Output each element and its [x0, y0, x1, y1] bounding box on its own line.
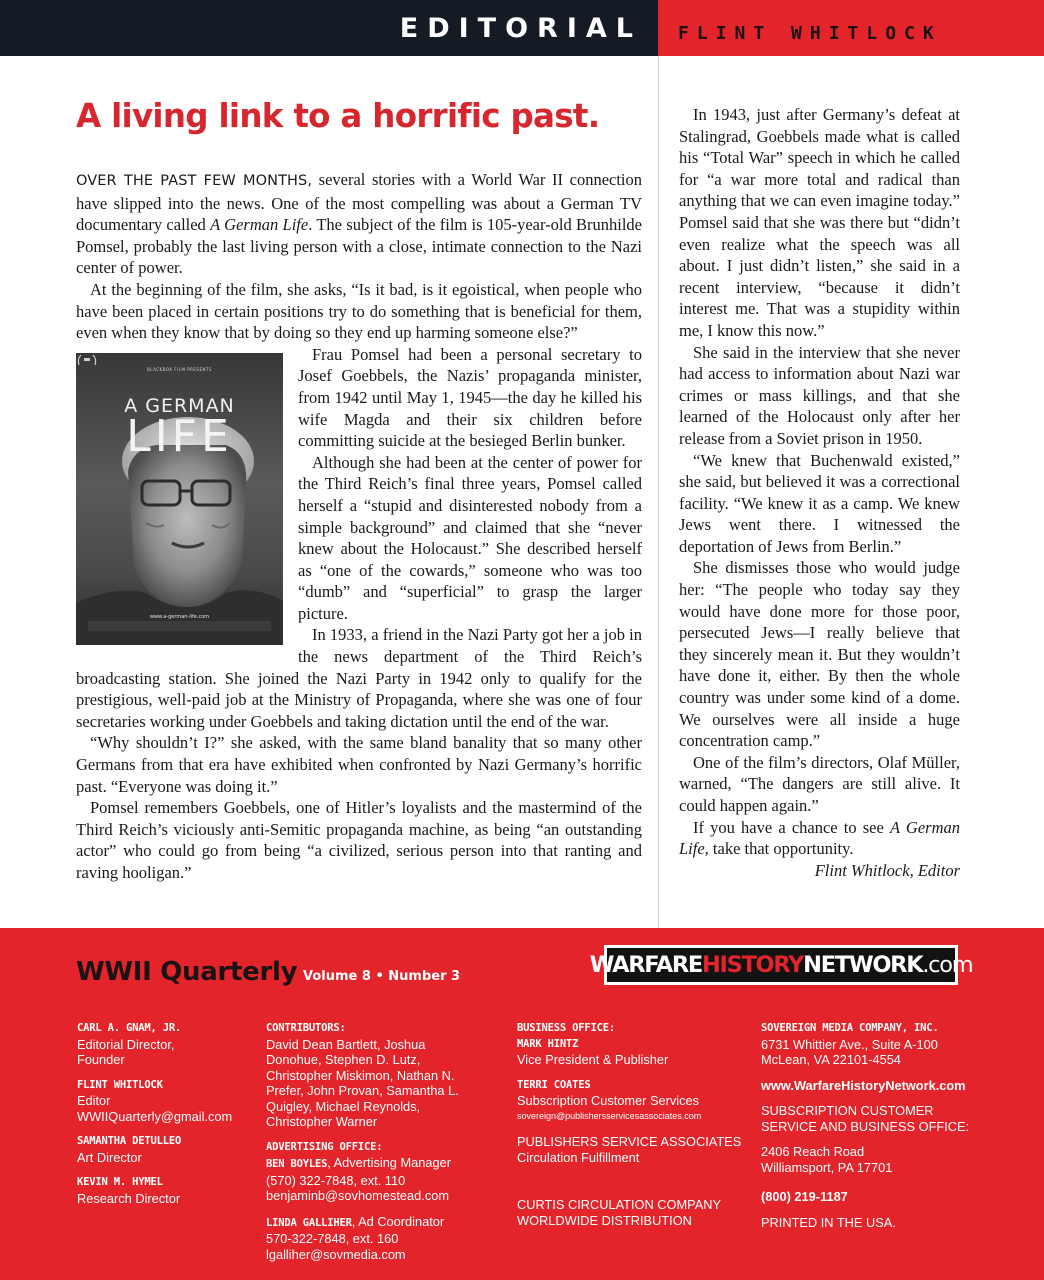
- paragraph-total-war: In 1943, just after Germany’s defeat at Stalingrad, Goebbels made what is called his “Total War” speech in which he called for “a war more total and radical than anything that we can even imagine today.” Pomsel said that she was there but “didn’t even realize what the speech was all about. I just didn’t listen,” she said in a recent interview, “because it didn’t interest me. That was a stupidity within me, I know this now.”: [679, 105, 960, 340]
- staff-name: SAMANTHA DETULLEO: [77, 1135, 182, 1147]
- ad-manager: [266, 1155, 498, 1173]
- logo-tld: .com: [922, 952, 973, 978]
- article-left-column: [76, 169, 642, 884]
- staff-role: Research Director: [77, 1190, 181, 1206]
- section-label: EDITORIAL: [399, 13, 642, 44]
- contributors-line: Quigley, Michael Reynolds,: [266, 1098, 421, 1114]
- masthead-company-column: [761, 1021, 991, 1240]
- distribution-name: CURTIS CIRCULATION COMPANY: [517, 1197, 722, 1212]
- phone-block: [761, 1189, 991, 1205]
- publisher-role: Vice President & Publisher: [517, 1052, 669, 1067]
- ad-coordinator-phone: 570-322-7848, ext. 160: [266, 1231, 399, 1246]
- company-name: SOVEREIGN MEDIA COMPANY, INC.: [761, 1022, 939, 1034]
- subscription-office-block: [761, 1103, 991, 1134]
- masthead-footer: [0, 928, 1044, 1280]
- poster-url: www.a-german-life.com: [149, 613, 210, 620]
- paragraph-center-of-power: Although she had been at the center of power for the Third Reich’s final three years, Pomsel called herself a “stupid and disinterested nobody from a simple background” and claimed that she “never knew about the Holocaust.” She described herself as “one of the cowards,” someone who was too “dumb” and “superficial” to grasp the larger picture.: [298, 452, 642, 623]
- contributors-line: Donohue, Stephen D. Lutz,: [266, 1052, 421, 1067]
- staff-role: Editorial Director,: [77, 1036, 175, 1052]
- paragraph-buchenwald: “We knew that Buchenwald existed,” she said, but believed it was a correctional facility. “We knew it as a camp. We knew Jews went there. I witnessed the deportation of Jews from Berlin.”: [679, 450, 960, 556]
- staff-email[interactable]: WWIIQuarterly@gmail.com: [77, 1108, 233, 1124]
- poster-title-line2: LIFE: [126, 410, 233, 462]
- logo-network: NETWORK: [803, 952, 923, 978]
- subscription-address-block: [761, 1144, 991, 1175]
- distribution-block: [517, 1197, 747, 1228]
- staff-name: FLINT WHITLOCK: [77, 1078, 163, 1091]
- ad-coordinator-name: LINDA GALLIHER: [266, 1216, 352, 1229]
- subscription-office-label: SUBSCRIPTION CUSTOMER: [761, 1103, 934, 1118]
- staff-entry: [77, 1134, 247, 1165]
- staff-role: Founder: [77, 1052, 125, 1067]
- paragraph-1933: In 1933, a friend in the Nazi Party got her a job in the news department of the Third Reich’s broadcasting station. She joined the Nazi Party in 1942 only to qualify for the prestigious, well-paid job at the Ministry of Propaganda, where she was one of four secretaries working under Goebbels and taking dictation until the end of the war.: [76, 625, 642, 731]
- subscription-address: 2406 Reach Road: [761, 1144, 865, 1159]
- website-link[interactable]: www.WarfareHistoryNetwork.com: [761, 1077, 966, 1093]
- contributors-line: David Dean Bartlett, Joshua: [266, 1036, 426, 1052]
- publisher-name: MARK HINTZ: [517, 1037, 579, 1050]
- company-address: 6731 Whittier Ave., Suite A-100: [761, 1036, 938, 1052]
- magazine-title: WWII Quarterly: [76, 957, 298, 987]
- closing-text-a: If you have a chance to see: [693, 817, 890, 837]
- logo-wordmark: [589, 948, 973, 982]
- staff-role: Editor: [77, 1093, 111, 1108]
- contributors-block: [266, 1021, 498, 1130]
- advertising-block: [266, 1140, 498, 1204]
- printed-block: [761, 1215, 991, 1231]
- masthead-business-column: [517, 1021, 747, 1238]
- business-block: [517, 1021, 747, 1068]
- ad-coordinator-block: [266, 1214, 498, 1263]
- paragraph-goebbels-actor: Pomsel remembers Goebbels, one of Hitler’s loyalists and the mastermind of the Third Reich’s viciously anti-Semitic propaganda machine, as being “an outstanding actor” who could go from being “a civilized, serious person into that ranting and raving hooligan.”: [76, 798, 642, 882]
- company-block: [761, 1021, 991, 1068]
- issue-number: Volume 8 • Number 3: [303, 969, 461, 984]
- ad-manager-name: BEN BOYLES: [266, 1158, 328, 1170]
- fulfillment-name: PUBLISHERS SERVICE ASSOCIATES: [517, 1134, 742, 1149]
- ad-manager-email[interactable]: benjaminb@sovhomestead.com: [266, 1188, 449, 1203]
- staff-name: CARL A. GNAM, JR.: [77, 1022, 182, 1034]
- film-poster-image: [76, 353, 283, 645]
- article-right-column: [679, 104, 960, 881]
- business-label: BUSINESS OFFICE:: [517, 1022, 615, 1034]
- staff-name: KEVIN M. HYMEL: [77, 1176, 163, 1188]
- warfare-history-network-logo[interactable]: [589, 945, 973, 985]
- header-red-panel: [658, 0, 1044, 56]
- paragraph-why-not: “Why shouldn’t I?” she asked, with the same bland banality that so many other Germans from that era have exhibited when confronted by Nazi Germany’s horrific past. “Everyone was doing it.”: [76, 733, 642, 796]
- lead-in: OVER THE PAST FEW MONTHS,: [76, 173, 313, 189]
- film-title: A German Life: [210, 215, 309, 235]
- subscription-address: Williamsport, PA 17701: [761, 1159, 893, 1175]
- contributors-line: Christopher Miskimon, Nathan N.: [266, 1067, 455, 1083]
- contributors-line: Prefer, John Provan, Samantha L.: [266, 1083, 459, 1098]
- subscriptions-role: Subscription Customer Services: [517, 1093, 700, 1108]
- paragraph-dismisses: She dismisses those who would judge her: “The people who today say they would have done more for those poor, persecuted Jews—I really believe that they sincerely mean it. But they wouldn’t have done it, either. By then the whole country was under some kind of a dome. We ourselves were all inside a huge concentration camp.”: [679, 558, 960, 751]
- staff-role: Art Director: [77, 1149, 142, 1165]
- website-block: [761, 1078, 991, 1094]
- ad-coordinator-role: , Ad Coordinator: [351, 1213, 445, 1229]
- paragraph-war-crimes: She said in the interview that she never had access to information about Nazi war crimes or mass killings, and that she learned of the Holocaust only after her release from a Soviet prison in 1950.: [679, 342, 960, 448]
- header-band: [0, 0, 1044, 56]
- article-headline: A living link to a horrific past.: [76, 97, 600, 135]
- paragraph-quote: At the beginning of the film, she asks, “Is it bad, is it egoistical, when people who have been placed in certain positions try to do something that is beneficial for them, even when they know that by doing so they end up harming someone else?”: [76, 279, 642, 343]
- poster-credit: BLACKBOX FILM PRESENTS: [147, 366, 212, 372]
- logo-history: HISTORY: [702, 952, 804, 978]
- company-address: McLean, VA 22101-4554: [761, 1052, 901, 1067]
- poster-title-line1: A GERMAN: [124, 394, 235, 417]
- editor-signature: Flint Whitlock, Editor: [814, 860, 960, 880]
- closing-text-b: take that opportunity.: [708, 839, 854, 859]
- subscriptions-email[interactable]: sovereign@publishersservicesassociates.com: [517, 1110, 702, 1121]
- subscriptions-name: TERRI COATES: [517, 1078, 591, 1091]
- author-label: FLINT WHITLOCK: [678, 23, 942, 44]
- advertising-label: ADVERTISING OFFICE:: [266, 1140, 383, 1153]
- masthead-editorial-column: [77, 1021, 247, 1216]
- closing-film-title: A German Life,: [679, 817, 961, 859]
- masthead-contributors-column: [266, 1021, 498, 1272]
- ad-coordinator: [266, 1214, 498, 1232]
- phone-number: (800) 219-1187: [761, 1189, 848, 1204]
- paragraph-closing: [679, 817, 960, 860]
- ad-manager-role: , Advertising Manager: [327, 1155, 451, 1170]
- printed-note: PRINTED IN THE USA.: [761, 1214, 896, 1230]
- fulfillment-block: [517, 1134, 747, 1165]
- column-divider: [658, 56, 659, 928]
- paragraph-intro-text-b: . The subject of the film is 105-year-old Brunhilde Pomsel, probably the last living person with a close, intimate connection to the Nazi center of power.: [76, 215, 643, 278]
- staff-entry: [77, 1175, 247, 1206]
- ad-coordinator-email[interactable]: lgalliher@sovmedia.com: [266, 1246, 406, 1262]
- fulfillment-role: Circulation Fulfillment: [517, 1149, 640, 1165]
- subscription-office-label: SERVICE AND BUSINESS OFFICE:: [761, 1118, 970, 1134]
- paragraph-intro-text-a: several stories with a World War II connection have slipped into the news. One of the most compelling was about a German TV documentary called: [76, 170, 643, 235]
- distribution-role: WORLDWIDE DISTRIBUTION: [517, 1212, 692, 1228]
- contributors-label: CONTRIBUTORS:: [266, 1022, 346, 1034]
- staff-entry: [77, 1078, 247, 1125]
- subscriptions-block: [517, 1078, 747, 1125]
- paragraph-intro: [76, 169, 642, 279]
- paragraph-secretary: Frau Pomsel had been a personal secretary to Josef Goebbels, the Nazis’ propaganda minister, from 1942 until May 1, 1945—the day he killed his wife Magda and their six children before committing suicide at the besieged Berlin bunker.: [298, 344, 642, 451]
- contributors-line: Christopher Warner: [266, 1114, 378, 1129]
- logo-warfare: WARFARE: [589, 952, 702, 978]
- paragraph-director-warning: One of the film’s directors, Olaf Müller, warned, “The dangers are still alive. It could happen again.”: [679, 752, 960, 815]
- header-dark-panel: [0, 0, 658, 56]
- staff-entry: [77, 1021, 247, 1068]
- ad-manager-phone: (570) 322-7848, ext. 110: [266, 1172, 406, 1188]
